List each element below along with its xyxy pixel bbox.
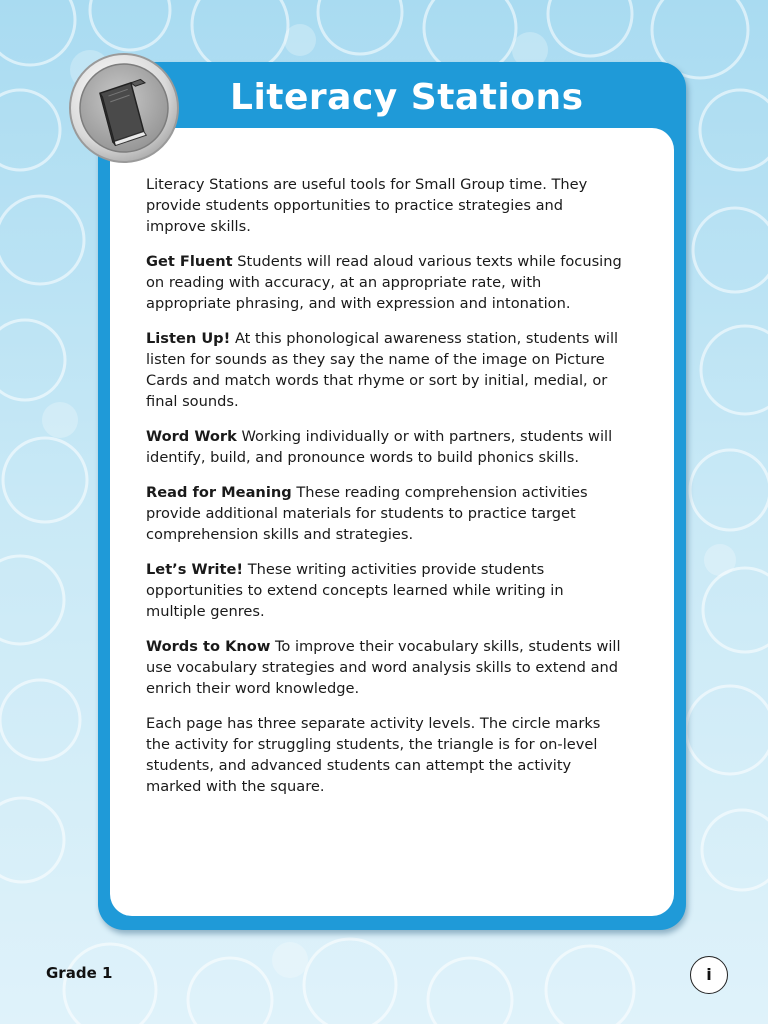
grade-label: Grade 1 [46,964,113,982]
station-description: Working individually or with partners, students will identify, build, and pronounce words to build phonics skills. [146,428,613,466]
page-number: i [690,956,728,994]
closing-paragraph: Each page has three separate activity levels. The circle marks the activity for struggling students, the triangle is for on-level students, and advanced students can attempt the activity marked with the square. [146,715,601,795]
station-heading: Read for Meaning [146,484,292,501]
station-read-for-meaning [146,482,626,545]
content-body [146,174,626,811]
station-heading: Get Fluent [146,253,233,270]
station-heading: Word Work [146,428,237,445]
station-description: To improve their vocabulary skills, students will use vocabulary strategies and word analysis skills to extend and enrich their word knowledge. [146,638,621,697]
station-heading: Let’s Write! [146,561,244,578]
station-lets-write [146,559,626,622]
station-description: These writing activities provide students opportunities to extend concepts learned while writing in multiple genres. [146,561,564,620]
book-icon [68,52,180,164]
station-heading: Words to Know [146,638,271,655]
intro-paragraph: Literacy Stations are useful tools for Small Group time. They provide students opportunities to practice strategies and improve skills. [146,176,588,235]
station-heading: Listen Up! [146,330,231,347]
station-word-work [146,426,626,468]
station-description: Students will read aloud various texts while focusing on reading with accuracy, at an appropriate rate, with appropriate phrasing, and with expression and intonation. [146,253,622,312]
station-words-to-know [146,636,626,699]
station-description: These reading comprehension activities provide additional materials for students to practice target comprehension skills and strategies. [146,484,588,543]
station-get-fluent [146,251,626,314]
station-description: At this phonological awareness station, students will listen for sounds as they say the name of the image on Picture Cards and match words that rhyme or sort by initial, medial, or final sounds. [146,330,619,410]
page-title: Literacy Stations [230,77,584,118]
station-listen-up [146,328,626,412]
